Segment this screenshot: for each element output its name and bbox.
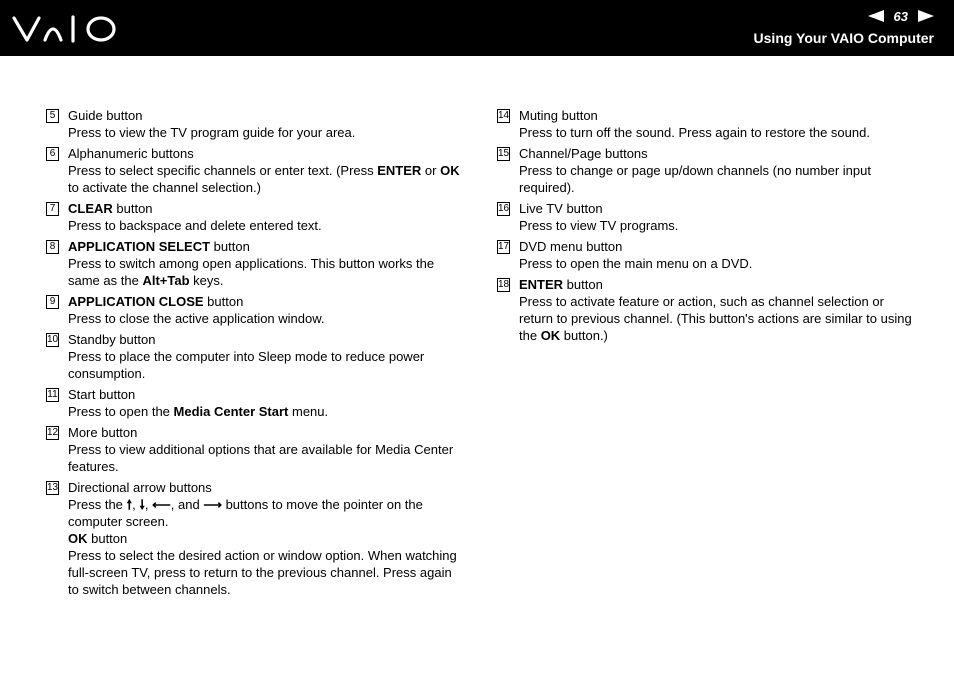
list-item <box>497 238 917 272</box>
item-title: CLEAR button <box>68 201 153 216</box>
item-number: 17 <box>498 241 510 252</box>
list-item <box>46 145 466 196</box>
item-number: 11 <box>47 389 58 400</box>
item-description: Press to open the Media Center Start menu. <box>68 404 329 419</box>
item-number: 13 <box>47 482 59 493</box>
arrow-left-icon: ⟵ <box>152 497 171 512</box>
item-number: 16 <box>498 203 510 214</box>
item-number: 7 <box>46 202 59 216</box>
ok-button-title: OK button <box>68 531 128 546</box>
item-title: Channel/Page buttons <box>519 146 648 161</box>
list-item <box>497 200 917 234</box>
item-description: Press to view the TV program guide for your area. <box>68 125 356 140</box>
prev-page-arrow-icon[interactable] <box>868 10 884 22</box>
item-number: 6 <box>46 147 59 161</box>
item-title: Muting button <box>519 108 598 123</box>
item-number: 18 <box>498 279 510 290</box>
list-item <box>46 424 466 475</box>
item-description: Press to view TV programs. <box>519 218 679 233</box>
page-navigation <box>868 7 934 25</box>
item-description: Press to open the main menu on a DVD. <box>519 256 753 271</box>
ok-button-description: Press to select the desired action or window option. When watching full-screen TV, press to return to the previous channel. Press again to switch between channels. <box>68 548 457 597</box>
item-description: Press the 🠕, 🠗, ⟵, and ⟶ buttons to move the pointer on the computer screen. <box>68 497 423 529</box>
item-description: Press to close the active application window. <box>68 311 325 326</box>
item-description: Press to place the computer into Sleep mode to reduce power consumption. <box>68 349 425 381</box>
item-number: 10 <box>47 334 59 345</box>
next-page-arrow-icon[interactable] <box>918 10 934 22</box>
list-item <box>497 145 917 196</box>
item-number: 9 <box>46 295 59 309</box>
right-column <box>497 107 917 348</box>
item-description: Press to change or page up/down channels (no number input required). <box>519 163 871 195</box>
list-item <box>46 331 466 382</box>
list-item <box>497 276 917 344</box>
item-number: 8 <box>46 240 59 254</box>
item-description: Press to view additional options that are available for Media Center features. <box>68 442 454 474</box>
list-item <box>46 386 466 420</box>
list-item <box>46 107 466 141</box>
item-description: Press to turn off the sound. Press again to restore the sound. <box>519 125 870 140</box>
left-column <box>46 107 466 602</box>
item-title: APPLICATION CLOSE button <box>68 294 244 309</box>
item-title: Standby button <box>68 332 156 347</box>
arrow-down-icon: 🠗 <box>139 497 145 512</box>
item-description: Press to backspace and delete entered text. <box>68 218 322 233</box>
page-number: 63 <box>893 8 908 24</box>
list-item <box>46 238 466 289</box>
item-title: Directional arrow buttons <box>68 480 212 495</box>
list-item <box>46 479 466 598</box>
item-number: 15 <box>498 148 510 159</box>
item-title: Guide button <box>68 108 143 123</box>
item-description: Press to switch among open applications. This button works the same as the Alt+Tab keys. <box>68 256 435 288</box>
item-number: 14 <box>498 110 510 121</box>
item-title: DVD menu button <box>519 239 623 254</box>
item-number: 12 <box>47 427 59 438</box>
item-title: APPLICATION SELECT button <box>68 239 250 254</box>
vaio-logo <box>12 14 120 44</box>
section-title: Using Your VAIO Computer <box>753 30 934 46</box>
list-item <box>497 107 917 141</box>
item-title: Start button <box>68 387 136 402</box>
item-description: Press to select specific channels or enter text. (Press ENTER or OK to activate the channel selection.) <box>68 163 460 195</box>
page-header <box>0 0 954 56</box>
arrow-right-icon: ⟶ <box>203 497 222 512</box>
item-title: Live TV button <box>519 201 603 216</box>
list-item <box>46 200 466 234</box>
item-number: 5 <box>46 109 59 123</box>
arrow-up-icon: 🠕 <box>126 497 133 512</box>
item-description: Press to activate feature or action, such as channel selection or return to previous channel. (This button's actions are similar to using the OK button.) <box>519 294 912 343</box>
list-item <box>46 293 466 327</box>
item-title: Alphanumeric buttons <box>68 146 194 161</box>
item-title: ENTER button <box>519 277 603 292</box>
item-title: More button <box>68 425 138 440</box>
